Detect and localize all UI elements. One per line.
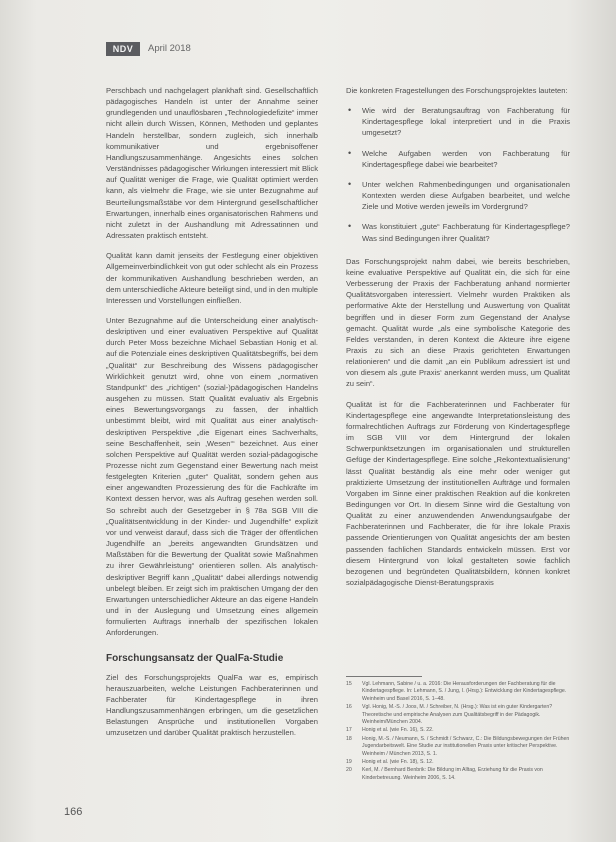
footnote: [346, 704, 570, 726]
page-number: 166: [64, 806, 83, 818]
footnote: [346, 736, 570, 758]
footnote-divider: [346, 676, 422, 677]
list-item: • Welche Aufgaben werden von Fachberatung für Kindertagespflege dabei wie bearbeitet?: [346, 148, 570, 170]
footnote: [346, 727, 570, 734]
list-item: • Was konstituiert „gute“ Fachberatung für Kindertagespflege? Was sind Bedingungen ihrer Qualität?: [346, 221, 570, 243]
list-item: • Wie wird der Beratungsauftrag von Fachberatung für Kindertagespflege lokal interpretiert und in die Praxis umgesetzt?: [346, 105, 570, 138]
footnote-number: 19: [346, 759, 352, 766]
paragraph: Ziel des Forschungsprojekts QualFa war es, empirisch herauszuarbeiten, welche Leistungen Fachberaterinnen und Fachberater für Kindertagespflege in ihren Handlungszusammenhängen erbringen, um die gesetzlichen Belastungen Ansprüche und institutionellen Vorgaben umzusetzen und darüber Qualität praktisch herzustellen.: [106, 672, 318, 738]
footnote-text: Honig, M.-S. / Neumann, S. / Schmidt / Schwarz, C.: Die Bildungsbewegungen der Frühen Jugendarbeitswelt. Eine Studie zur institutionellen Praxis unter kritischer Perspektive. Weinheim / München 2013, S. 1.: [362, 735, 570, 757]
footnote: [346, 767, 570, 782]
paragraph: Perschbach und nachgelagert plankhaft sind. Gesellschaftlich pädagogisches Handeln ist unter der Annahme seiner grundlegenden und unauflösbaren „Technologiedefizite“ immer nicht allein durch Wissen, Können, Methoden und geplantes Handeln herstellbar, sondern zugleich, sich innerhalb kommunikativer und ergebnisoffener Handlungszusammenhänge. Angesichts eines solchen Verständnisses pädagogischer Wirkungen interessiert mit Blick auf Qualität weniger die Frage, wie Qualität optimiert werden kann, als vielmehr die Frage, wie sie unter Bezugnahme auf Beurteilungsmaßstäbe vor dem Hintergrund gesellschaftlicher Erwartungen, innerhalb eines organisatorischen Rahmens und nicht zuletzt in der Aushandlung mit Adressatinnen und Adressaten praktisch entsteht.: [106, 86, 318, 241]
footnotes: [346, 676, 570, 783]
footnote-text: Vgl. Lehmann, Sabine / u. a. 2016: Die Herausforderungen der Fachberatung für die Kindertagespflege. In: Lehmann, S. / Jung, I. (Hrsg.): Entwicklung der Kindertagespflege. Weinheim und Basel 2016, S. 1–48.: [362, 681, 567, 702]
footnote-number: 18: [346, 735, 352, 742]
footnote-text: Honig et al. (wie Fn. 18), S. 12.: [362, 759, 434, 766]
journal-badge: NDV: [106, 42, 140, 56]
section-heading: Forschungsansatz der QualFa-Studie: [106, 652, 284, 664]
footnote: [346, 681, 570, 703]
footnote-number: 20: [346, 767, 352, 774]
right-column: [346, 85, 570, 597]
paragraph: Qualität kann damit jenseits der Festlegung einer objektiven Allgemeinverbindlichkeit von gut oder schlecht als ein Prozess der kommunikativen Aushandlung beschrieben werden, an dem unterschiedliche Akteure beteiligt sind, und in den multiple Interessen und Vorstellungen einfließen.: [106, 251, 318, 305]
list-item: • Unter welchen Rahmenbedingungen und organisationalen Kontexten werden diese Aufgaben bearbeitet, und welche Ziele und Motive werden jeweils im Vordergrund?: [346, 179, 570, 212]
paragraph: Die konkreten Fragestellungen des Forschungsprojektes lauteten:: [346, 86, 568, 95]
footnote: [346, 759, 570, 766]
footnote-text: Honig et al. (wie Fn. 16), S. 22.: [362, 727, 434, 734]
paragraph: Das Forschungsprojekt nahm dabei, wie bereits beschrieben, keine evaluative Perspektive auf Qualität ein, die sich für eine Verbesserung der Praxis der Fachberatung anhand normierter Qualitätsvorgaben interessiert. Vielmehr wurden Praktiken als performative Akte der Herstellung und Auswertung von Qualität begriffen und in dieser Form zum Gegenstand der Analyse gemacht. Qualität wurde „als eine symbolische Kategorie des Feldes verstanden, in deren Kontext die Akteure ihre eigene Praxis zu sich an diese Praxis gerichteten Erwartungen relationieren“ und die damit „an ein Publikum adressiert ist und von diesem als ‚gute Praxis‘ anerkannt werden muss, um Qualität zu sein“.: [346, 256, 570, 389]
footnote-number: 17: [346, 727, 352, 734]
footnote-number: 16: [346, 704, 352, 711]
footnote-text: Vgl. Honig, M.-S. / Joos, M. / Schreiber, N. (Hrsg.): Was ist ein guter Kindergarten? Theoretische und empirische Analysen zum Qualitätsbegriff in der Pädagogik. Weinheim/München 2004.: [362, 704, 553, 726]
footnote-number: 15: [346, 681, 352, 687]
question-list: [346, 105, 570, 244]
paragraph: Qualität ist für die Fachberaterinnen und Fachberater für Kindertagespflege eine angewandte Interpretationsleistung des formalrechtlichen Auftrags zur Förderung von Kindertagespflege im SGB VIII vor dem Hintergrund der lokalen Schwerpunktsetzungen im organisationalen und strukturellen Gefüge der Kindertagespflege. Eine solche „Rekontextualisierung“ lässt Qualität beständig als eine mehr oder weniger gut praktizierte Umsetzung der institutionellen Aufträge und formalen Vorgaben im Sinne einer praktischen Reaktion auf die konkreten Bedingungen vor Ort. In diesem Sinne wird die Gestaltung von Qualität zu einer anzuwendenden Anwendungsaufgabe der Fachberaterinnen und Fachberater, die für ihre lokale Praxis passende Orientierungen von Qualität angesichts der am besten passenden fachlichen Standards entwickeln müssen. Erst vor diesem Hintergrund von lokal gestalteten sowie fachlich bezogenen und begründeten Qualitätsbildern, können konkret sozialpädagogische Dienst-Beratungspraxis: [346, 399, 570, 588]
issue-date: April 2018: [148, 43, 191, 54]
left-column: [106, 85, 318, 748]
paragraph: Unter Bezugnahme auf die Unterscheidung einer analytisch-deskriptiven und einer evaluativen Perspektive auf Qualität durch Peter Moss bezeichne Michael Sebastian Honig et al. auf die Potenziale eines deskriptiven Qualitätsbegriffs, bei dem „Qualität“ zur Beschreibung des Wissens pädagogischer Wirklichkeit genutzt wird, ohne von einem „normativen Standpunkt“ des „richtigen“ (sozial-)pädagogischen Handelns ausgehen zu müssen. Statt Qualität evaluativ als Ergebnis eines Bewertungsvorgangs zu fassen, der inhaltlich unbestimmt bleibt, wird mit Qualität aus einer analytisch-deskriptiven Perspektive „die Eigenart eines Sachverhalts, seine Beschaffenheit, sein ‚Wesen‘“ bezeichnet. Aus einer solchen Perspektive auf Qualität werden sozial-pädagogische Prozesse nicht zum Gegenstand einer Bewertung nach meist festgelegten Kriterien „guter“ Qualität, sondern gehen aus einer angewandten Prozessierung des für die Fachkräfte im Kontext dessen hervor, was als Auftrag gesehen werden soll. So schreibt auch der Gesetzgeber in § 78a SGB VIII die „Qualitätsentwicklung in der Kinder- und Jugendhilfe“ explizit vor und verweist darauf, dass sich die Träger der öffentlichen Jugendhilfe an „bereits angewandten Grundsätzen und Maßstäben für die Bewertung der Qualität sowie Maßnahmen zu ihrer Gewährleistung“ orientieren sollen. Als analytisch-deskriptiver Begriff kann „Qualität“ dabei allerdings notwendig unbelegt bleiben. Er zeigt sich im praktischen Umgang der den Erwartungen unterschiedlicher Akteure an das eigene Handeln und in der Auslegung und Umsetzung eines allgemein formulierten Auftrags innerhalb der spezifischen lokalen Anforderungen.: [106, 315, 318, 638]
footnote-text: Kerl, M. / Bernhard Benbrik: Die Bildung im Alltag, Erziehung für die Praxis von Kinderbetreuung. Weinheim 2006, S. 14.: [362, 767, 543, 781]
